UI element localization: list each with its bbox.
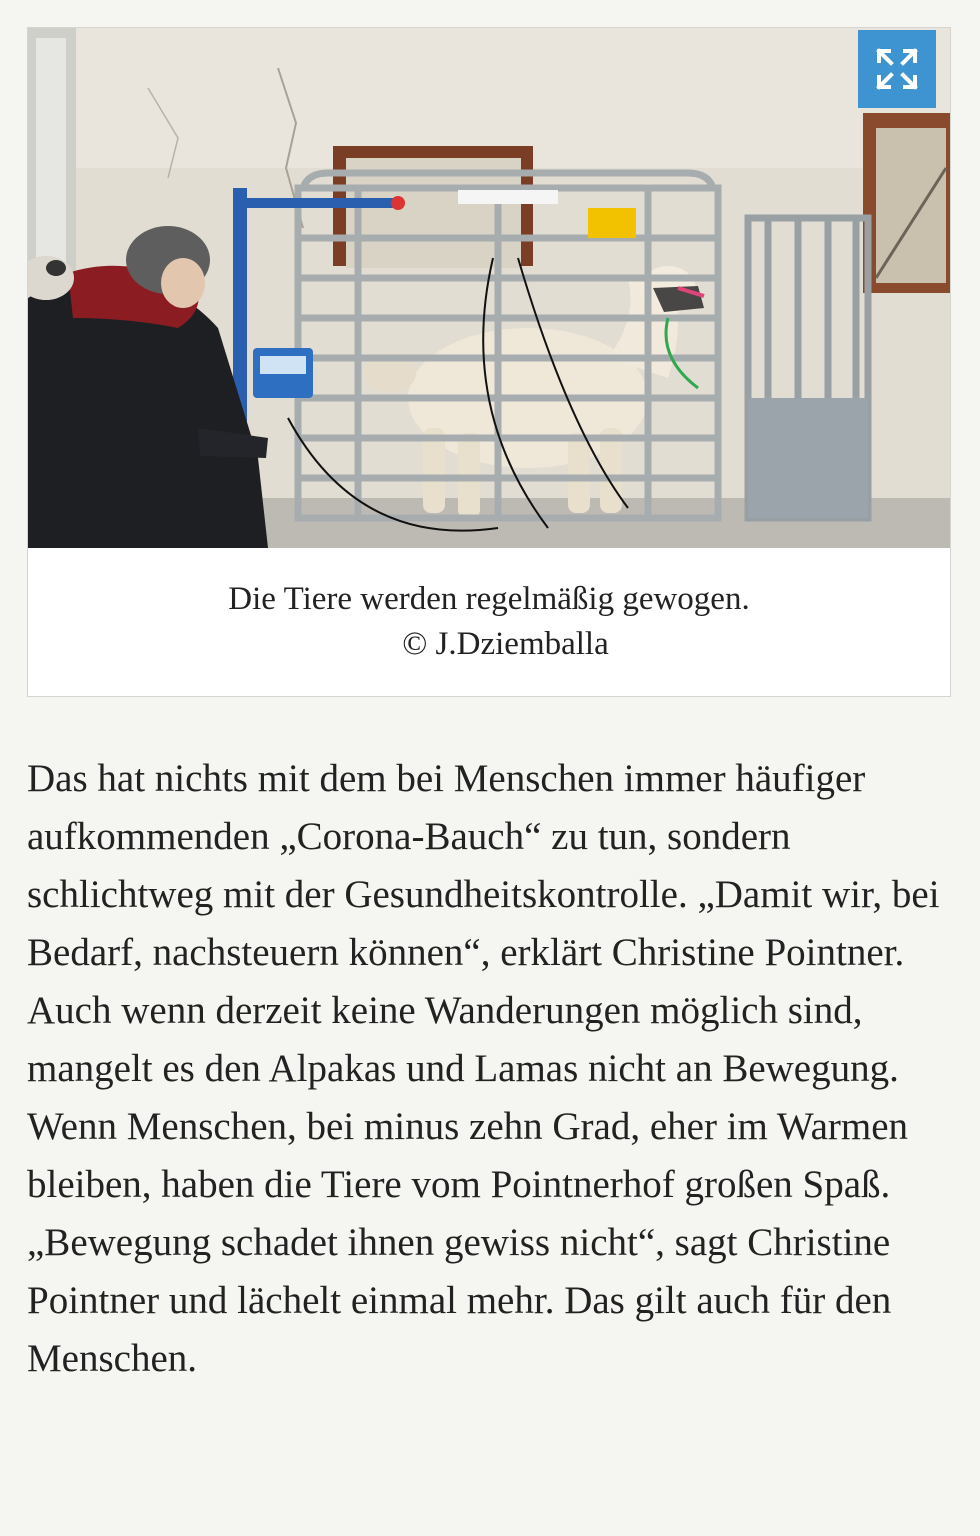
- expand-arrows-icon: [875, 47, 919, 91]
- article-photo[interactable]: [28, 28, 950, 548]
- caption-credit: © J.Dziemballa: [402, 626, 609, 662]
- caption-text: [228, 577, 750, 667]
- expand-image-button[interactable]: [858, 30, 936, 108]
- article-paragraph: Das hat nichts mit dem bei Menschen immer häufiger aufkommenden „Corona-Bauch“ zu tun, sondern schlichtweg mit der Gesundheitskontrolle. „Damit wir, bei Bedarf, nachsteuern können“, erklärt Christine Pointner. Auch wenn derzeit keine Wanderungen möglich sind, mangelt es den Alpakas und Lamas nicht an Bewegung. Wenn Menschen, bei minus zehn Grad, eher im Warmen bleiben, haben die Tiere vom Pointnerhof großen Spaß. „Bewegung schadet ihnen gewiss nicht“, sagt Christine Pointner und lächelt einmal mehr. Das gilt auch für den Menschen.: [27, 757, 940, 1380]
- article-figure: [27, 27, 951, 697]
- caption-description: Die Tiere werden regelmäßig gewogen.: [228, 581, 750, 617]
- photo-llama-weighing: [28, 28, 950, 548]
- figure-caption: [28, 548, 950, 696]
